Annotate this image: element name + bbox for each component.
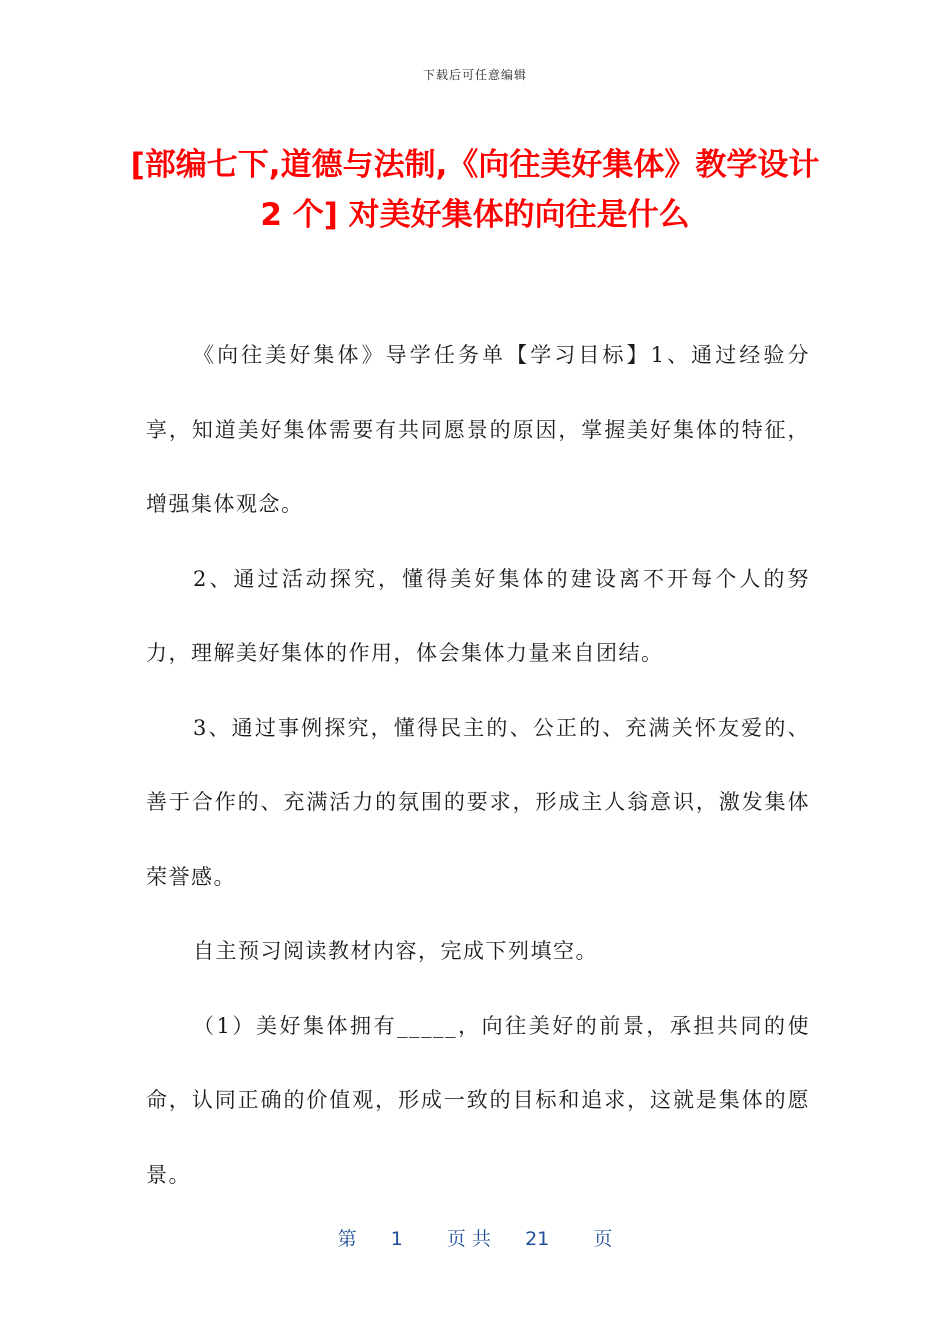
header-note: 下载后可任意编辑 xyxy=(422,68,527,82)
footer-page-middle: 页 共 xyxy=(446,1228,491,1250)
footer-page-current: 1 xyxy=(390,1228,403,1250)
paragraph-fill-blank-1: （1）美好集体拥有_____，向往美好的前景，承担共同的使命，认同正确的价值观，形成一致的目标和追求，这就是集体的愿景。 xyxy=(146,1013,810,1187)
paragraph-objective-2: 2、通过活动探究，懂得美好集体的建设离不开每个人的努力，理解美好集体的作用，体会集体力量来自团结。 xyxy=(146,566,810,665)
paragraph-objective-1: 《向往美好集体》导学任务单【学习目标】1、通过经验分享，知道美好集体需要有共同愿景的原因，掌握美好集体的特征，增强集体观念。 xyxy=(146,343,810,516)
paragraph-objective-3: 3、通过事例探究，懂得民主的、公正的、充满关怀友爱的、善于合作的、充满活力的氛围的要求，形成主人翁意识，激发集体荣誉感。 xyxy=(146,715,810,889)
footer-page-total: 21 xyxy=(525,1228,550,1250)
document-body xyxy=(146,318,810,1212)
footer-page-suffix: 页 xyxy=(593,1228,613,1250)
paragraph-preview-instruction: 自主预习阅读教材内容，完成下列填空。 xyxy=(193,939,598,963)
footer-page-prefix: 第 xyxy=(337,1228,357,1250)
document-title: [部编七下,道德与法制,《向往美好集体》教学设计 2 个] 对美好集体的向往是什么 xyxy=(130,147,820,233)
page-footer xyxy=(0,1224,950,1251)
